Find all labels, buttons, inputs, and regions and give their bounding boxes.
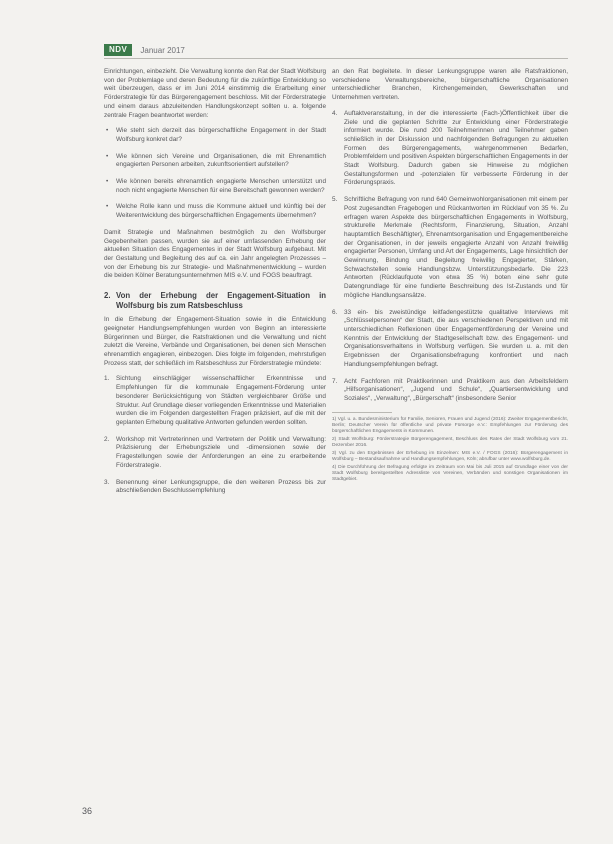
footnote: 2) Stadt Wolfsburg: Förderstrategie Bürgerengagement, Beschluss des Rates der Stadt Wolfsburg vom 21. Dezember 2016. (332, 436, 568, 448)
process-step (332, 309, 568, 370)
process-step (104, 479, 326, 496)
step-text: Benennung einer Lenkungsgruppe, die den weiteren Prozess bis zur abschließenden Beschlussempfehlung (116, 478, 326, 495)
step-text: Sichtung einschlägiger wissenschaftlicher Erkenntnisse und Empfehlungen für die kommunale Engagement-Förderung unter besonderer Berücksichtigung von Städten vergleichbarer Größe und Struktur. Auf Grundlage dieser vorliegenden Erkenntnisse und Materialien wurden die im Folgenden dargestellten Fragen präzisiert, auf die mit der geplanten Erhebung qualitative Antworten gefunden werden sollten. (116, 375, 326, 426)
step-number: 4. (332, 109, 338, 117)
step-number: 2. (104, 435, 110, 443)
body-paragraph: In die Erhebung der Engagement-Situation sowie in die Entwicklung geeigneter Handlungsempfehlungen wurden von Beginn an interessierte Bürgerinnen und Bürger, die Ratsfraktionen und die Verwaltung und nicht zuletzt die Vereine, Verbände und Organisationen, bei denen sich Menschen ehrenamtlich engagieren, einbezogen. Dies folgte im folgenden, mehrstufigen Prozess statt, der schließlich im Ratsbeschluss zur Förderstrategie mündete: (104, 316, 326, 367)
footnote: 1) Vgl. u. a. Bundesministerium für Familie, Senioren, Frauen und Jugend (2016): Zweiter Engagementbericht, Berlin; Deutscher Verein für öffentliche und private Fürsorge e.V.: Empfehlungen zur Förderung des bürgerschaftlichen Engagements in Kommunen. (332, 416, 568, 434)
section-title: Von der Erhebung der Engagement-Situation in Wolfsburg bis zum Ratsbeschluss (116, 291, 326, 310)
page-header (104, 44, 185, 56)
footnotes (332, 417, 568, 484)
step-text: Auftaktveranstaltung, in der die interessierte (Fach-)Öffentlichkeit über die Ziele und die geplanten Schritte zur Entwicklung einer Förderstrategie informiert wurde. Die rund 200 Teilnehmerinnen und Teilnehmer gaben schließlich in der Diskussion und nachfolgenden Befragungen zu aktuellen Formen des Bürgerengagements, wahrgenommenen Bedarfen, Problemfeldern und positiven Aspekten bürgerschaftlichen Engagements in der Stadt Wolfsburg. Dadurch gaben sie Hinweise zu möglichen Gestaltungsformen und -potenzialen für verbesserte Förderung in der Förderungspraxis. (344, 109, 568, 187)
step-number: 1. (104, 375, 110, 383)
process-step (332, 196, 568, 300)
step-number: 3. (104, 478, 110, 486)
process-step (332, 110, 568, 188)
section-heading (104, 291, 326, 310)
header-rule (104, 58, 568, 59)
issue-date: Januar 2017 (140, 45, 185, 55)
question-item: • Wie können bereits ehrenamtlich engagierte Menschen unterstützt und noch nicht engagierte Menschen für eine Bereitschaft gewonnen werden? (104, 178, 326, 195)
right-column (332, 68, 568, 486)
body-paragraph: Damit Strategie und Maßnahmen bestmöglich zu den Wolfsburger Gegebenheiten passen, wurden sie auf einer umfassenden Erhebung der aktuellen Situation des Engagementes in der Stadt Wolfsburg aufgebaut. Mit der Gestaltung und Begleitung des auf ca. ein Jahr angelegten Prozesses – von der Erhebung bis zur Strategie- und Maßnahmenentwicklung – wurden die beiden Kölner Beratungsunternehmen MIS e.V. und FOGS beauftragt. (104, 228, 326, 280)
page-number: 36 (82, 806, 93, 816)
question-item: • Wie können sich Vereine und Organisationen, die mit Ehrenamtlich engagierten Personen arbeiten, zukunftsorientiert aufstellen? (104, 153, 326, 170)
continued-paragraph: an den Rat begleitete. In dieser Lenkungsgruppe waren alle Ratsfraktionen, verschiedene Verwaltungsbereiche, bürgerschaftliche Organisationen unterschiedlicher Branchen, Kirchengemeinden, Gewerkschaften und Unternehmen vertreten. (332, 68, 568, 102)
process-step (332, 378, 568, 404)
step-number: 7. (332, 377, 338, 385)
left-column (104, 68, 326, 504)
step-text: 33 ein- bis zweistündige leitfadengestützte qualitative Interviews mit „Schlüsselpersonen“ der Stadt, die aus verschiedenen Perspektiven und mit unterschiedlichen Reflexionen über Engagementförderung der Vereine und Kenntnis der Entwicklung der Stadtgesellschaft bzw. des Engagement- und Organisationsverhaltens in Wolfsburg verfügen. Sie wurden u. a. mit den Ergebnissen der Organisationsbefragung konfrontiert und nach Handlungsempfehlungen befragt. (344, 308, 568, 368)
step-text: Acht Fachforen mit Praktikerinnen und Praktikern aus den Arbeitsfeldern „Hilfsorganisationen“, „Jugend und Schule“, „Quartiersentwicklung und Soziales“, „Verwaltung“, „Bürgerschaft“ (insbesondere Senior (344, 377, 568, 402)
step-number: 6. (332, 308, 338, 316)
process-steps (104, 375, 326, 495)
footnote: 3) Vgl. zu den Ergebnissen der Erhebung im Einzelnen: MIS e.V. / FOGS (2016): Bürgerengagement in Wolfsburg – Bestandsaufnahme und Handlungsempfehlungen, Köln; abrufbar unter www.wolfsburg.de. (332, 451, 568, 463)
question-item: • Wie steht sich derzeit das bürgerschaftliche Engagement in der Stadt Wolfsburg konkret dar? (104, 127, 326, 144)
intro-paragraph: Einrichtungen, einbezieht. Die Verwaltung konnte den Rat der Stadt Wolfsburg von der Problemlage und deren Bedeutung für die zukünftige Entwicklung so weit überzeugen, dass er im Juni 2014 einstimmig die Erarbeitung einer Förderstrategie für das Bürgerengagement beschloss. Mit der Förderstrategie und einem daraus abzuleitenden Handlungskonzept sollten u. a. folgende zentrale Fragen beantwortet werden: (104, 68, 326, 119)
step-text: Workshop mit Vertreterinnen und Vertretern der Politik und Verwaltung: Präzisierung der Erhebungsziele und -dimensionen sowie der Fragestellungen sowie der Anforderungen an eine zu erarbeitende Förderstrategie. (116, 435, 326, 469)
process-step (104, 436, 326, 471)
question-item: • Welche Rolle kann und muss die Kommune aktuell und künftig bei der Weiterentwicklung des bürgerschaftlichen Engagements übernehmen? (104, 203, 326, 220)
question-list (104, 127, 326, 221)
footnote: 4) Die Durchführung der Befragung erfolgte im Zeitraum von Mai bis Juli 2015 auf Grundlage einer von der Stadt Wolfsburg bereitgestellten Adressliste von Vereinen, Verbänden und sonstigen Organisationen im Stadtgebiet. (332, 465, 568, 483)
process-step (104, 375, 326, 427)
footnote-rule (332, 412, 392, 413)
step-text: Schriftliche Befragung von rund 640 Gemeinwohlorganisationen mit einem per Post zugesandten Fragebogen und Rückantworten im Rücklauf von 35 %. Zu erfragen waren Aspekte des bürgerschaftlichen Engagements in Wolfsburg, strukturelle Merkmale (Rechtsform, Finanzierung, Situation, Anzahl hauptamtlich Beschäftigter), Ehrenamtsorganisation und Engagementbereiche der Organisationen, in der jeweils engagierte Anzahl von Anzahl freiwillig engagierter Personen, Umfang und Art der Engagements, Lage hinsichtlich der Gewinnung, Bindung und Begleitung freiwillig Engagierter, Stärken, Schwachstellen sowie Handlungsbzw. Unterstützungsbedarfe. Die 223 Antworten (Rücklaufquote von etwa 35 %) boten eine sehr gute Datengrundlage für eine fundierte Beschreibung des Ist-Zustands und für mögliche Handlungsansätze. (344, 196, 568, 299)
journal-badge: NDV (104, 44, 132, 56)
section-number: 2. (104, 291, 111, 301)
process-steps-continued (332, 110, 568, 404)
step-number: 5. (332, 196, 338, 204)
